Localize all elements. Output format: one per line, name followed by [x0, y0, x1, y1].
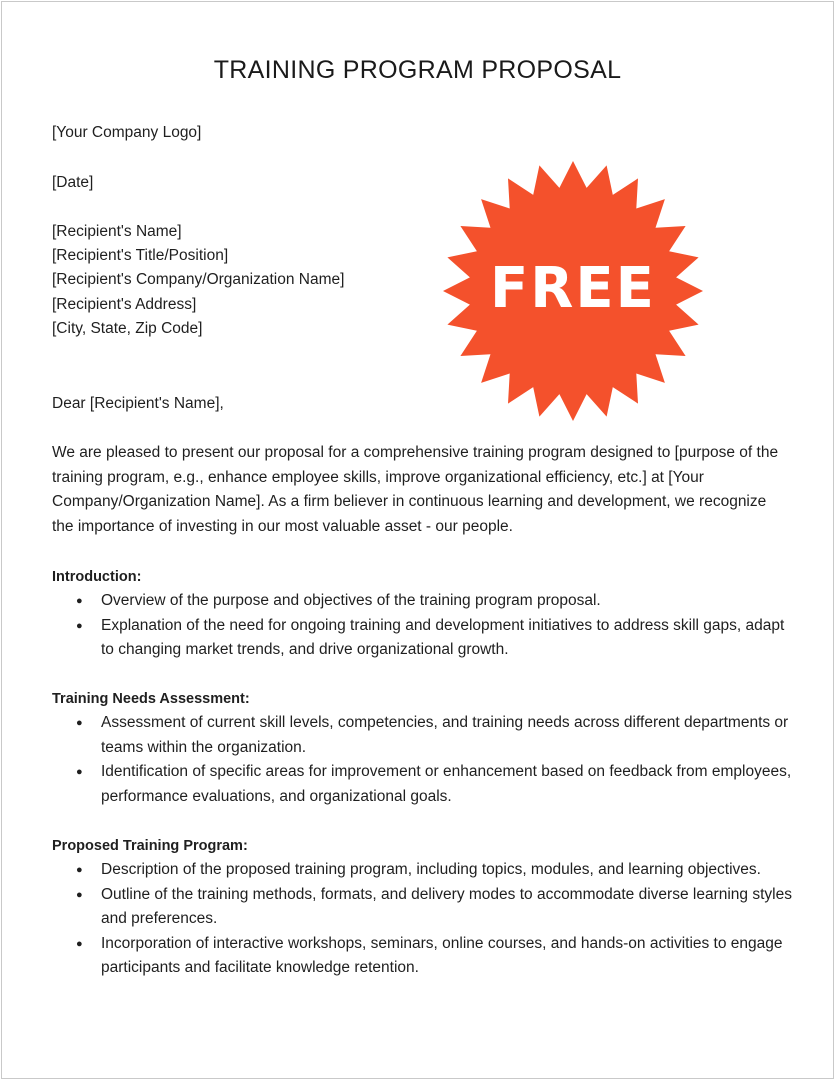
list-item: ● Description of the proposed training program, including topics, modules, and learning objectives.	[52, 858, 792, 883]
list-item: ● Incorporation of interactive workshops, seminars, online courses, and hands-on activities to engage participants and facilitate knowledge retention.	[52, 932, 792, 981]
section-heading-proposed-training-program: Proposed Training Program:	[52, 838, 248, 854]
recipient-address: [Recipient's Address]	[52, 296, 197, 313]
list-item: ● Identification of specific areas for improvement or enhancement based on feedback from employees, performance evaluations, and organizational goals.	[52, 760, 792, 809]
recipient-title: [Recipient's Title/Position]	[52, 247, 229, 264]
free-badge	[442, 160, 704, 422]
introduction-bullet-list	[52, 589, 792, 663]
logo-placeholder: [Your Company Logo]	[52, 124, 202, 141]
list-item: ● Outline of the training methods, formats, and delivery modes to accommodate diverse learning styles and preferences.	[52, 883, 792, 932]
recipient-city-state-zip: [City, State, Zip Code]	[52, 320, 203, 337]
date-placeholder: [Date]	[52, 174, 94, 191]
recipient-name: [Recipient's Name]	[52, 223, 182, 240]
list-item: ● Explanation of the need for ongoing training and development initiatives to address skill gaps, adapt to changing market trends, and drive organizational growth.	[52, 614, 792, 663]
badge-label: FREE	[490, 256, 656, 322]
list-item: ● Assessment of current skill levels, competencies, and training needs across different departments or teams within the organization.	[52, 711, 792, 760]
recipient-company: [Recipient's Company/Organization Name]	[52, 271, 345, 288]
document-page	[1, 1, 834, 1079]
section-heading-training-needs-assessment: Training Needs Assessment:	[52, 691, 250, 707]
proposed-program-bullet-list	[52, 858, 792, 981]
list-item: ● Overview of the purpose and objectives of the training program proposal.	[52, 589, 792, 614]
salutation: Dear [Recipient's Name],	[52, 395, 224, 412]
section-heading-introduction: Introduction:	[52, 569, 142, 585]
needs-assessment-bullet-list	[52, 711, 792, 809]
intro-paragraph: We are pleased to present our proposal for a comprehensive training program designed to [purpose of the training program, e.g., enhance employee skills, improve organizational efficiency, etc.] at [Your Company/Organization Name]. As a firm believer in continuous learning and development, we recognize the importance of investing in our most valuable asset - our people.	[52, 444, 779, 535]
page-title: TRAINING PROGRAM PROPOSAL	[213, 56, 622, 84]
